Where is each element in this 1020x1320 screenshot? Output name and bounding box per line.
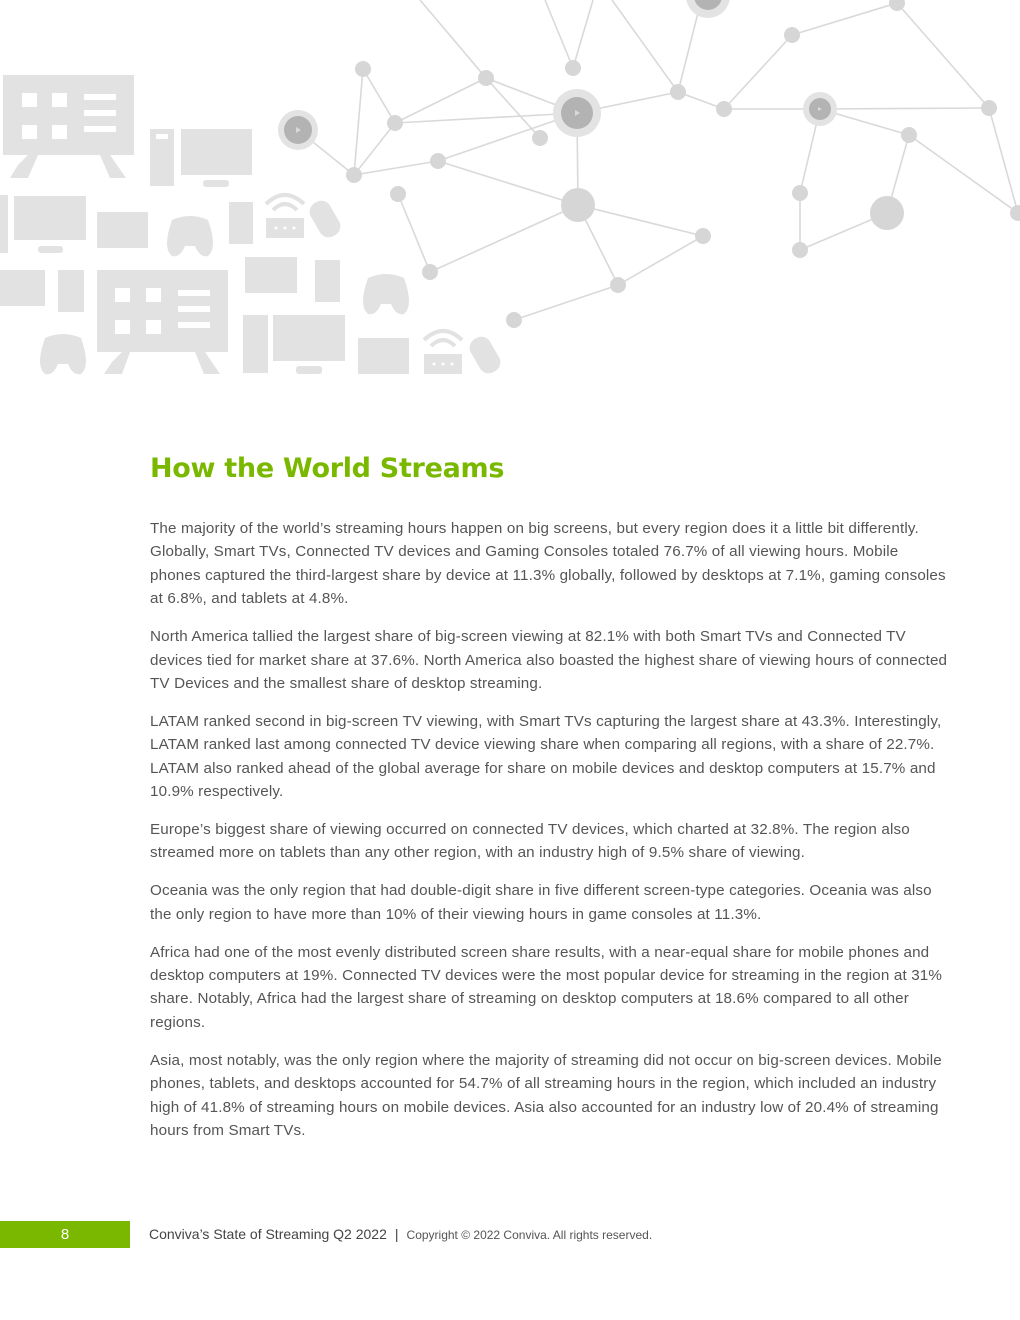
hero-graphic: [0, 0, 1020, 380]
desktop-icon: [0, 195, 86, 253]
play-icon: [686, 0, 730, 18]
page-title: How the World Streams: [150, 453, 505, 484]
laptop-icon: [97, 212, 148, 248]
phone-icon: [315, 260, 340, 302]
paragraph-europe: Europe’s biggest share of viewing occurred on connected TV devices, which charted at 32.8%. The region also streamed more on tablets than any other region, with an industry high of 9.5% share of viewing.: [150, 820, 910, 862]
footer: [149, 1224, 652, 1245]
gamepad-icon: [167, 202, 253, 256]
router-icon: [266, 195, 304, 238]
tv-icon: [3, 75, 134, 178]
paragraph-asia: Asia, most notably, was the only region where the majority of streaming did not occur on big-screen devices. Mobile phones, tablets, and desktops accounted for 54.7% of all streaming hours in the region, which included an industry high of 41.8% of streaming hours on mobile devices. Asia also accounted for an industry low of 20.4% of streaming hours from Smart TVs.: [150, 1051, 942, 1139]
paragraph-africa: Africa had one of the most evenly distributed screen share results, with a near-equal share for mobile phones and desktop computers at 19%. Connected TV devices were the most popular device for streaming in the region at 31% share. Notably, Africa had the largest share of streaming on desktop computers at 18.6% compared to all other regions.: [150, 943, 943, 1031]
play-icon: [278, 110, 318, 150]
phone-icon: [58, 270, 84, 312]
gamepad-icon: [363, 274, 409, 314]
footer-doc-title: Conviva’s State of Streaming Q2 2022: [149, 1226, 387, 1242]
tv-icon: [97, 270, 228, 374]
paragraph-global: The majority of the world’s streaming hours happen on big screens, but every region does it a little bit differently. Globally, Smart TVs, Connected TV devices and Gaming Consoles totaled 76.7% of all viewing hours. Mobile phones captured the third-largest share by device at 11.3% globally, followed by desktops at 7.1%, gaming consoles at 6.8%, and tablets at 4.8%.: [150, 520, 946, 608]
body-text: [150, 517, 950, 1142]
play-icon: [803, 92, 837, 126]
router-icon: [424, 331, 462, 374]
remote-icon: [306, 197, 344, 241]
paragraph-oceania: Oceania was the only region that had double-digit share in five different screen-type categories. Oceania was also the only region to have more than 10% of their viewing hours in game consoles at 11.3%.: [150, 882, 932, 923]
desktop-icon: [150, 129, 252, 187]
desktop-icon: [243, 315, 345, 374]
play-icon: [553, 89, 601, 137]
tablet-icon: [245, 257, 297, 293]
footer-separator: |: [394, 1226, 399, 1242]
remote-icon: [466, 333, 504, 377]
paragraph-latam: LATAM ranked second in big-screen TV viewing, with Smart TVs capturing the largest share at 43.3%. Interestingly, LATAM ranked last among connected TV device viewing share when comparing all regions, with a share of 22.7%. LATAM also ranked ahead of the global average for share on mobile devices and desktop computers at 15.7% and 10.9% respectively.: [150, 712, 942, 801]
paragraph-north-america: North America tallied the largest share of big-screen viewing at 82.1% with both Smart TVs and Connected TV devices tied for market share at 37.6%. North America also boasted the highest share of viewing hours of connected TV Devices and the smallest share of desktop streaming.: [150, 628, 948, 692]
gamepad-icon: [40, 334, 86, 374]
laptop-icon: [358, 338, 409, 374]
article: [150, 452, 950, 1157]
footer-copyright: Copyright © 2022 Conviva. All rights reserved.: [406, 1228, 653, 1242]
page-number: 8: [0, 1221, 130, 1248]
laptop-icon: [0, 270, 45, 306]
